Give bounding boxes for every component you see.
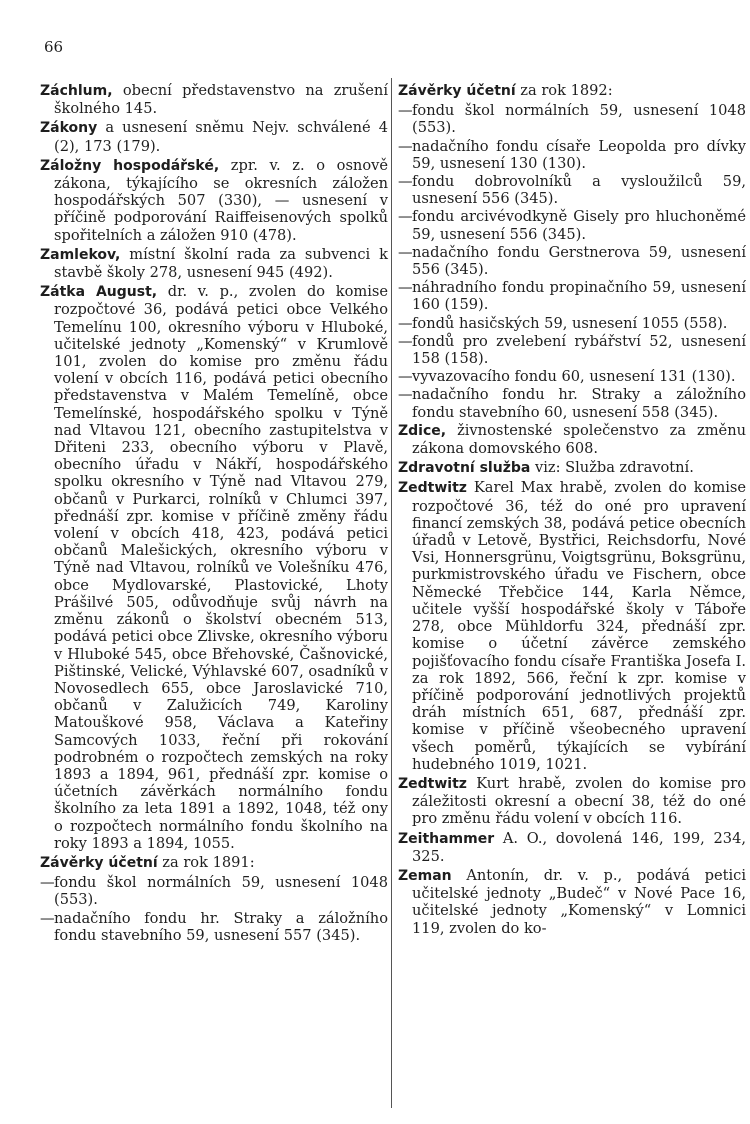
index-subentry — [398, 333, 746, 367]
index-entry — [40, 283, 388, 852]
index-subentry — [398, 279, 746, 313]
entry-headword: Zedtwitz — [398, 480, 467, 497]
index-subentry — [398, 173, 746, 207]
index-entry — [398, 422, 746, 457]
index-entry — [40, 119, 388, 154]
entry-body: zpr. v. z. o osnově zákona, týkajícího se okresních záložen hospodářských 507 (330), — usnesení v příčině podporování Raiffeisenových spolků spořitelních a záložen 910 (478). — [54, 156, 388, 244]
index-subentry — [398, 208, 746, 242]
entry-headword: Zdice, — [398, 422, 447, 439]
subentry-dash: — — [398, 173, 413, 191]
entry-body: místní školní rada za subvenci k stavbě školy 278, usnesení 945 (492). — [54, 245, 388, 282]
entry-headword: Zamlekov, — [40, 246, 121, 263]
subentry-dash: — — [40, 874, 55, 892]
subentry-dash: — — [398, 279, 413, 297]
entry-headword: Zedtwitz — [398, 775, 467, 792]
index-entry — [398, 867, 746, 937]
index-subentry — [398, 138, 746, 172]
entry-body: za rok 1892: — [515, 82, 613, 99]
subentry-dash: — — [398, 102, 413, 120]
subentry-text: nadačního fondu hr. Straky a záložního fondu stavebního 60, usnesení 558 (345). — [412, 386, 746, 421]
index-subentry — [398, 315, 746, 332]
subentry-dash: — — [40, 909, 55, 927]
index-subentry — [398, 102, 746, 136]
entry-headword: Zátka August, — [40, 284, 158, 301]
subentry-text: nadačního fondu císaře Leopolda pro dívky 59, usnesení 130 (130). — [412, 137, 746, 172]
index-entry — [398, 82, 746, 100]
subentry-dash: — — [398, 243, 413, 261]
entry-headword: Zeman — [398, 867, 452, 884]
index-entry — [40, 246, 388, 281]
index-subentry — [398, 244, 746, 278]
entry-body: Kurt hrabě, zvolen do komise pro záležitosti okresní a obecní 38, též do oné pro změnu řádu volení v obcích 116. — [412, 774, 746, 828]
entry-headword: Závěrky účetní — [398, 83, 516, 99]
subentry-dash: — — [398, 386, 413, 404]
entry-body: Karel Max hrabě, zvolen do komise rozpočtové 36, též do oné pro upravení financí zemských 38, podává petice obecních úřadů v Letově, Bystřici, Reichsdorfu, Nové Vsi, Honnersgrünu, Voigtsgrünu, Boksgrünu, purkmistrovského úřadu ve Fischern, obce Německé Třebčice 144, Karla Němce, učitele vyšší hospodářské školy v Táboře 278, obce Mühldorfu 324, přednáší zpr. komise o účetní závěrce zemského pojišťovacího fondu císaře Františka Josefa I. za rok 1892, 566, řeční k zpr. komise v příčině podporování jednotlivých projektů dráh místních 651, 687, přednáší zpr. komise v příčině všeobecného upravení všech poměrů, týkajících se vybírání hudebného 1019, 1021. — [412, 479, 746, 773]
subentry-dash: — — [398, 368, 413, 386]
index-entry — [398, 459, 746, 477]
subentry-text: nadačního fondu hr. Straky a záložního fondu stavebního 59, usnesení 557 (345). — [54, 909, 388, 944]
subentry-text: náhradního fondu propinačního 59, usnesení 160 (159). — [412, 279, 746, 314]
index-subentry — [398, 386, 746, 420]
entry-body: viz: Služba zdravotní. — [530, 459, 694, 477]
subentry-dash: — — [398, 332, 413, 350]
index-entry — [398, 479, 746, 772]
subentry-dash: — — [398, 208, 413, 226]
entry-body: Antonín, dr. v. p., podává petici učitelské jednoty „Budeč“ v Nové Pace 16, učitelské jednoty „Komenský“ v Lomnici 119, zvolen do ko- — [412, 866, 746, 937]
index-entry — [40, 82, 388, 117]
subentry-text: fondů hasičských 59, usnesení 1055 (558). — [412, 314, 728, 332]
subentry-text: fondů pro zvelebení rybářství 52, usnesení 158 (158). — [412, 332, 746, 368]
index-subentry — [40, 874, 388, 908]
left-column — [40, 82, 388, 945]
entry-headword: Zdravotní služba — [398, 460, 531, 477]
entry-body: A. O., dovolená 146, 199, 234, 325. — [412, 829, 746, 865]
subentry-text: fondu dobrovolníků a vysloužilců 59, usnesení 556 (345). — [412, 173, 746, 208]
index-entry — [40, 854, 388, 872]
index-entry — [40, 157, 388, 244]
index-entry — [398, 830, 746, 865]
entry-headword: Zákony — [40, 120, 98, 137]
subentry-dash: — — [398, 137, 413, 155]
subentry-text: nadačního fondu Gerstnerova 59, usnesení 556 (345). — [412, 243, 746, 279]
entry-body: živnostenské společenstvo za změnu zákona domovského 608. — [412, 421, 746, 458]
subentry-text: fondu škol normálních 59, usnesení 1048 (553). — [412, 102, 746, 137]
right-column — [398, 82, 746, 939]
entry-headword: Zeithammer — [398, 830, 495, 847]
column-divider — [391, 78, 392, 1108]
index-entry — [398, 775, 746, 828]
entry-headword: Záchlum, — [40, 83, 113, 99]
entry-body: a usnesení sněmu Nejv. schválené 4 (2), 173 (179). — [54, 119, 388, 155]
index-subentry — [398, 368, 746, 385]
subentry-text: fondu arcivévodkyně Gisely pro hluchoněmé 59, usnesení 556 (345). — [412, 208, 746, 243]
subentry-dash: — — [398, 314, 413, 332]
index-subentry — [40, 910, 388, 944]
entry-body: obecní představenstvo na zrušení školného 145. — [54, 82, 388, 118]
entry-headword: Záložny hospodářské, — [40, 157, 220, 174]
entry-body: za rok 1891: — [157, 853, 255, 871]
entry-body: dr. v. p., zvolen do komise rozpočtové 36, podává petici obce Velkého Temelínu 100, okresního výboru v Hluboké, učitelské jednoty „Komenský“ v Krumlově 101, zvolen do komise pro změnu řádu volení v obcích 116, podává petici obecního představenstva v Malém Temelíně, obce Temelínské, hospodářského spolku v Týně nad Vltavou 121, obecního zastupitelstva v Dřiteni 233, obecního výboru v Plavě, obecního úřadu v Nákří, hospodářského spolku okresního v Týně nad Vltavou 279, občanů v Purkarci, rolníků v Chlumci 397, přednáší zpr. komise v příčině změny řádu volení v obcích 418, 423, podává petici občanů Malešických, okresního výboru v Týně nad Vltavou, rolníků ve Volešníku 476, obce Mydlovarské, Plastovické, Lhoty Prášilvé 505, odůvodňuje svůj návrh na změnu zákonů o školství obecném 513, podává petici obce Zlivske, okresního výboru v Hluboké 545, obce Břehovské, Čašnovické, Pištinské, Velické, Výhlavské 607, osadníků v Novosedlech 655, obce Jaroslavické 710, občanů v Zalužicích 749, Karoliny Matouškové 958, Václava a Kateřiny Samcových 1033, řeční při rokování podrobném o rozpočtech zemských na roky 1893 a 1894, 961, přednáší zpr. komise o účetních závěrkách normálního fondu školního za leta 1891 a 1892, 1048, též ony o rozpočtech normálního fondu školního na roky 1893 a 1894, 1055. — [54, 283, 388, 852]
subentry-text: vyvazovacího fondu 60, usnesení 131 (130). — [412, 368, 736, 386]
page-number: 66 — [44, 38, 64, 56]
entry-headword: Závěrky účetní — [40, 854, 158, 871]
subentry-text: fondu škol normálních 59, usnesení 1048 (553). — [54, 874, 388, 909]
